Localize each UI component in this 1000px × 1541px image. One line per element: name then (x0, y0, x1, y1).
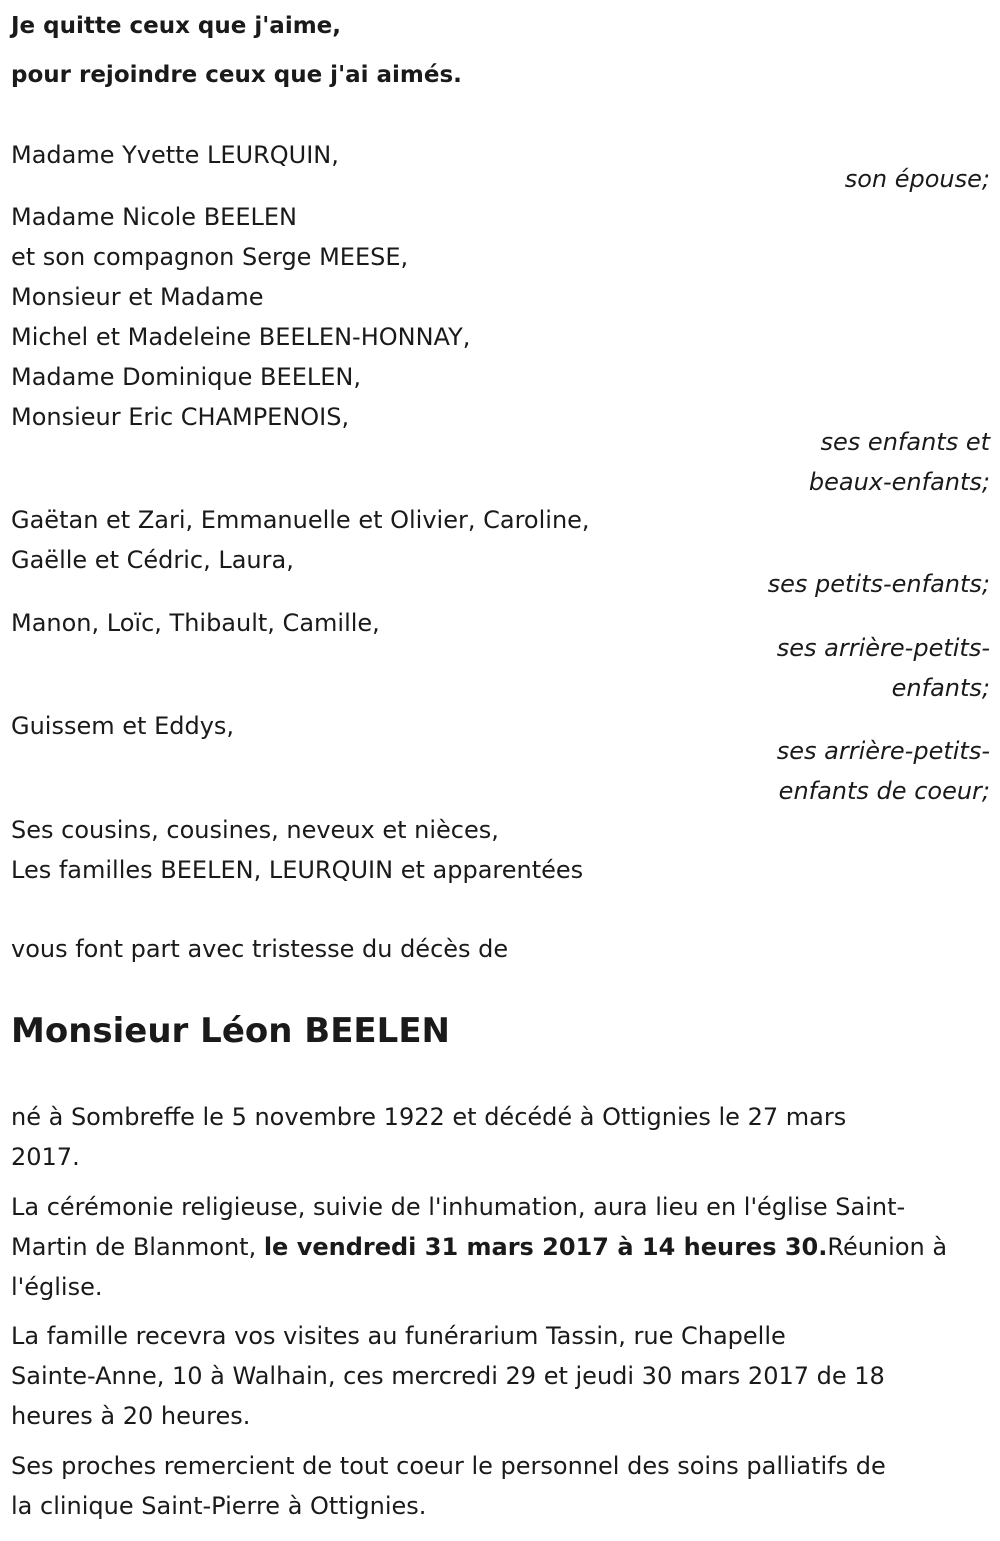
announcement: vous font part avec tristesse du décès de (11, 935, 509, 963)
child-line: et son compagnon Serge MEESE, (11, 243, 409, 271)
spouse-relation: son épouse; (844, 165, 990, 193)
quote-line-2: pour rejoindre ceux que j'ai aimés. (11, 62, 462, 88)
ceremony-place: Martin de Blanmont, (11, 1233, 264, 1261)
spouse-name: Madame Yvette LEURQUIN, (11, 141, 339, 169)
thanks-line: la clinique Saint-Pierre à Ottignies. (11, 1492, 427, 1520)
ceremony-date: le vendredi 31 mars 2017 à 14 heures 30. (263, 1233, 828, 1261)
child-line: Monsieur et Madame (11, 283, 264, 311)
children-relation-2: beaux-enfants; (808, 468, 990, 496)
thanks-line: Ses proches remercient de tout coeur le personnel des soins palliatifs de (11, 1452, 886, 1480)
ceremony-line-1: La cérémonie religieuse, suivie de l'inhumation, aura lieu en l'église Saint- (11, 1193, 906, 1221)
quote-line-1: Je quitte ceux que j'aime, (11, 13, 342, 39)
heart-great-grandchildren-relation-1: ses arrière-petits- (776, 737, 990, 765)
others-line: Les familles BEELEN, LEURQUIN et apparentées (11, 856, 584, 884)
child-line: Monsieur Eric CHAMPENOIS, (11, 403, 350, 431)
ceremony-line-2 (11, 1235, 947, 1259)
others-line: Ses cousins, cousines, neveux et nièces, (11, 816, 499, 844)
ceremony-line-3: l'église. (11, 1273, 103, 1301)
children-relation-1: ses enfants et (820, 428, 990, 456)
heart-great-grandchildren-line: Guissem et Eddys, (11, 712, 235, 740)
great-grandchildren-relation-1: ses arrière-petits- (776, 634, 990, 662)
child-line: Michel et Madeleine BEELEN-HONNAY, (11, 323, 471, 351)
deceased-name: Monsieur Léon BEELEN (11, 1011, 450, 1051)
grandchild-line: Gaëtan et Zari, Emmanuelle et Olivier, Caroline, (11, 506, 590, 534)
visits-line: heures à 20 heures. (11, 1402, 251, 1430)
grandchildren-relation: ses petits-enfants; (767, 570, 990, 598)
birth-death-line: 2017. (11, 1143, 80, 1171)
birth-death-line: né à Sombreffe le 5 novembre 1922 et décédé à Ottignies le 27 mars (11, 1103, 847, 1131)
visits-line: La famille recevra vos visites au funérarium Tassin, rue Chapelle (11, 1322, 786, 1350)
child-line: Madame Nicole BEELEN (11, 203, 297, 231)
heart-great-grandchildren-relation-2: enfants de coeur; (778, 777, 990, 805)
grandchild-line: Gaëlle et Cédric, Laura, (11, 546, 294, 574)
great-grandchildren-relation-2: enfants; (891, 674, 990, 702)
ceremony-meeting: Réunion à (827, 1233, 948, 1261)
visits-line: Sainte-Anne, 10 à Walhain, ces mercredi 29 et jeudi 30 mars 2017 de 18 (11, 1362, 885, 1390)
child-line: Madame Dominique BEELEN, (11, 363, 361, 391)
great-grandchildren-line: Manon, Loïc, Thibault, Camille, (11, 609, 380, 637)
